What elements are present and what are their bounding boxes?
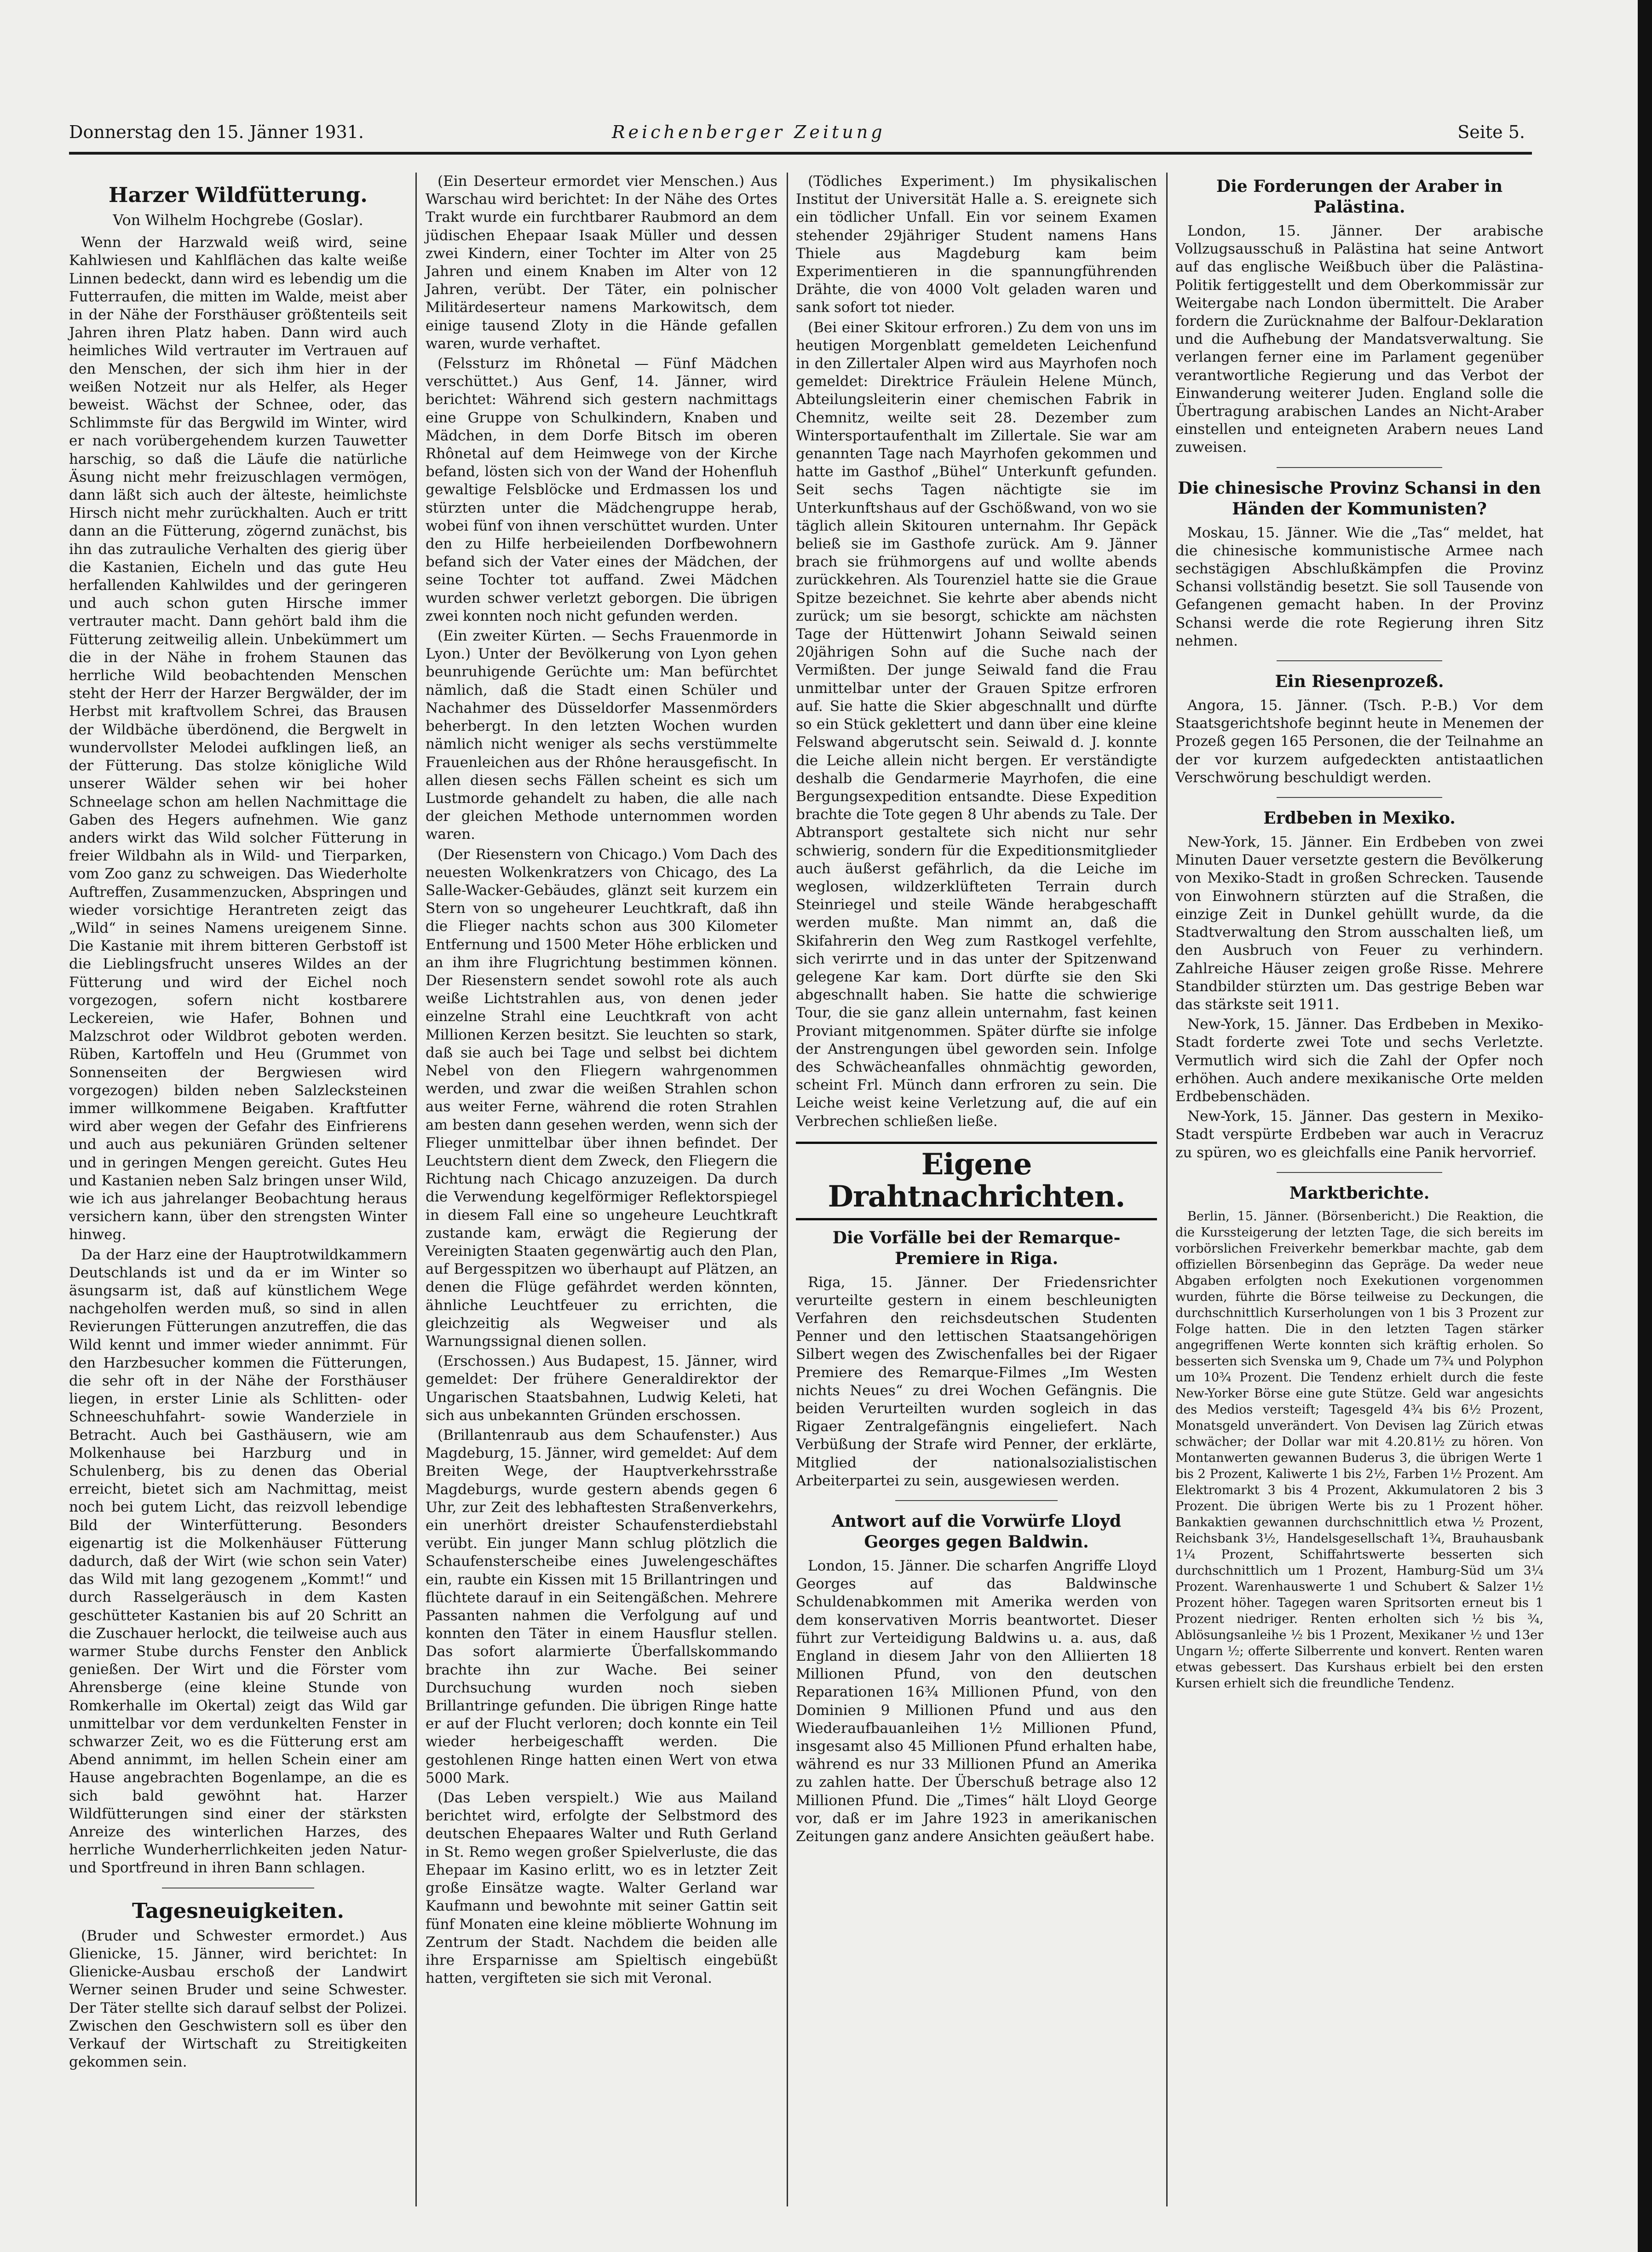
section-separator bbox=[1277, 467, 1442, 468]
paragraph-list bbox=[69, 234, 407, 1877]
section-banner: Eigene Drahtnachrichten. bbox=[796, 1142, 1157, 1220]
paragraph: (Erschossen.) Aus Budapest, 15. Jänner, wird gemeldet: Der frühere Generaldirektor der Ungarischen Staatsbahnen, Ludwig Keleti, hat sich aus unbekannten Gründen erschossen. bbox=[426, 1353, 777, 1424]
paragraph: (Felssturz im Rhônetal — Fünf Mädchen verschüttet.) Aus Genf, 14. Jänner, wird berichtet: Während sich gestern nachmittags eine Gruppe von Schulkindern, Knaben und Mädchen, in dem Dorfe Bitsch im oberen Rhônetal auf dem Heimwege von der Kirche befand, lösten sich von der Wand der Hohenfluh gewaltige Felsblöcke und Erdmassen los und stürzten unter die Mädchengruppe herab, wobei fünf von ihnen verschüttet wurden. Unter den zu Hilfe herbeieilenden Dorfbewohnern befand sich der Vater eines der Mädchen, der seine Tochter tot auffand. Zwei Mädchen wurden schwer verletzt geborgen. Die übrigen zwei konnten noch nicht gefunden werden. bbox=[426, 355, 777, 624]
paragraph: (Brillantenraub aus dem Schaufenster.) Aus Magdeburg, 15. Jänner, wird gemeldet: Auf dem Breiten Wege, der Hauptverkehrsstraße Magdeburgs, wurde gestern abends gegen 6 Uhr, zur Zeit des lebhaftesten Straßenverkehrs, ein unerhört dreister Schaufensterdiebstahl verübt. Ein junger Mann schlug plötzlich die Schaufensterscheibe eines Juwelengeschäftes ein, raubte ein Kissen mit 15 Brillantringen und flüchtete darauf in ein Seitengäßchen. Mehrere Passanten nahmen die Verfolgung auf und konnten den Täter in einem Hausflur stellen. Das sofort alarmierte Überfallskommando brachte ihn zur Wache. Bei seiner Durchsuchung wurden noch sieben Brillantringe gefunden. Die übrigen Ringe hatte er auf der Flucht verloren; doch konnte ein Teil wieder herbeigeschafft werden. Die gestohlenen Ringe hatten einen Wert von etwa 5000 Mark. bbox=[426, 1427, 777, 1786]
article-title: Ein Riesenprozeß. bbox=[1275, 672, 1444, 692]
paragraph: London, 15. Jänner. Die scharfen Angriffe Lloyd Georges auf das Baldwinsche Schuldenabkommen mit Amerika werden von dem konservativen Morris beantwortet. Dieser führt zur Verteidigung Baldwins u. a. aus, daß England in diesem Jahr von den Alliierten 18 Millionen Pfund, von den deutschen Reparationen 16¾ Millionen Pfund, von den Dominien 9 Millionen Pfund und aus den Wiederaufbauanleihen 1½ Millionen Pfund, insgesamt also 45 Millionen Pfund erhalten habe, während es nur 33 Millionen Pfund an Amerika zu zahlen hatte. Der Überschuß betrage also 12 Millionen Pfund. Die „Times“ hält Lloyd George vor, daß er im Jahre 1923 in amerikanischen Zeitungen ganz andere Ansichten geäußert habe. bbox=[796, 1557, 1157, 1845]
header-date: Donnerstag den 15. Jänner 1931. bbox=[69, 122, 364, 142]
paragraph: Angora, 15. Jänner. (Tsch. P.-B.) Vor dem Staatsgerichtshofe beginnt heute in Menemen der Prozeß gegen 165 Personen, die der Teilnahme an der vor kurzem aufgedeckten antistaatlichen Verschwörung beschuldigt werden. bbox=[1175, 697, 1543, 786]
section-separator bbox=[895, 1500, 1058, 1501]
paragraph: (Bei einer Skitour erfroren.) Zu dem von uns im heutigen Morgenblatt gemeldeten Leichenfund in den Zillertaler Alpen wird aus Mayrhofen noch gemeldet: Direktrice Fräulein Helene Münch, Abteilungsleiterin einer chemischen Fabrik in Chemnitz, weilte seit 28. Dezember zum Wintersportaufenthalt im Zillertale. Sie war am genannten Tage nach Mayrhofen gekommen und hatte im Gasthof „Bühel“ Unterkunft gefunden. Seit sechs Tagen nächtigte sie im Unterkunftshaus auf der Gschößwand, von wo sie täglich allein Skitouren unternahm. Ihr Gepäck beließ sie im Gasthofe zurück. Am 9. Jänner brach sie frühmorgens auf und wollte abends zurückkehren. Als Tourenziel hatte sie die Graue Spitze bezeichnet. Sie kehrte aber abends nicht zurück; um sie besorgt, schickte am nächsten Tage der Hüttenwirt Johann Seiwald seinen 20jährigen Sohn auf die Suche nach der Vermißten. Der junge Seiwald fand die Frau unmittelbar unter der Grauen Spitze erfroren auf. Sie hatte die Skier abgeschnallt und dürfte so ein Stück geklettert und dann über eine kleine Felswand abgerutscht sein. Seiwald d. J. konnte die Leiche allein nicht bergen. Er verständigte deshalb die Gendarmerie Mayrhofen, die eine Bergungsexpedition entsandte. Diese Expedition brachte die Tote gegen 8 Uhr abends zu Tale. Der Abtransport gestaltete sich nicht nur sehr schwierig, sondern für die Expeditionsmitglieder auch äußerst gefährlich, da die Leiche im weglosen, wildzerklüfteten Terrain durch Steinriegel und steile Wände herabgeschafft werden mußte. Man nimmt an, daß die Skifahrerin den Weg zum Rastkogel verfehlte, sich verirrte und in das unter der Spitzenwand gelegene Kar kam. Dort dürfte sie den Ski abgeschnallt haben. Sie hatte die schwierige Tour, die sie ganz allein unternahm, fast keinen Proviant mitgenommen. Später dürfte sie infolge der Anstrengungen übel geworden sein. Infolge des Schwächeanfalles ohnmächtig geworden, scheint Frl. Münch dann erfroren zu sein. Die Leiche weist keine Verletzung auf, die auf ein Verbrechen schließen ließe. bbox=[796, 319, 1157, 1130]
paragraph: Moskau, 15. Jänner. Wie die „Tas“ meldet, hat die chinesische kommunistische Armee nach sechstägigen Abschlußkämpfen die Provinz Schansi vollständig besetzt. Sie soll Tausende von Gefangenen gemacht haben. In der Provinz Schansi werde die rote Regierung ihren Sitz nehmen. bbox=[1175, 524, 1543, 649]
paragraph: Wenn der Harzwald weiß wird, seine Kahlwiesen und Kahlflächen das kalte weiße Linnen bedeckt, dann wird es lebendig um die Futterraufen, die mitten im Walde, meist aber in der Nähe der Forsthäuser größtenteils seit Jahren ihren Platz haben. Dann wird auch heimliches Wild vertrauter im Vertrauen auf den Menschen, der sich ihm hier in der weißen Notzeit nur als Helfer, als Heger beweist. Wächst der Schnee, oder, das Schlimmste für das Bergwild im Winter, wird er nach vorübergehendem kurzen Tauwetter harschig, so daß die Läufe die natürliche Äsung nicht mehr freizuschlagen vermögen, dann läßt sich auch der älteste, heimlichste Hirsch nicht mehr zurückhalten. Auch er tritt dann an die Fütterung, zögernd zunächst, bis ihn das zutrauliche Verhalten des gierig über die Kastanien, Eicheln und das gute Heu herfallenden Kahlwildes und der geringeren und auch schon guten Hirsche immer vertrauter macht. Dann gehört bald ihm die Fütterung zeitweilig allein. Unbekümmert um die in der Nähe in frohem Staunen das herrliche Wild beobachtenden Menschen steht der Herr der Harzer Bergwälder, der im Herbst mit kraftvollem Schrei, das Brausen der Wildbäche überdönend, die Bergwelt in wundervollster Melodei aufklingen ließ, an der Fütterung. Das stolze königliche Wild unserer Wälder sehen wir bei hoher Schneelage schon am hellen Nachmittage die Gaben des Hegers aufnehmen. Wie ganz anders wirkt das Wild solcher Fütterung in freier Wildbahn als in Wild- und Tierparken, vom Zoo ganz zu schweigen. Das Wiederholte Auftreffen, Zusammenzucken, Abspringen und wieder vorsichtige Herantreten zeigt das „Wild“ in seines Namens ureigenem Sinne. Die Kastanie mit ihrem bitteren Gerbstoff ist die Lieblingsfrucht unseres Wildes an der Fütterung und wird der Eichel noch vorgezogen, sofern nicht kostbarere Leckereien, wie Hafer, Bohnen und Malzschrot oder Wildbrot geboten werden. Rüben, Kartoffeln und Heu (Grummet von Sonnenseiten der Bergwiesen wird vorgezogen) bilden neben Salzlecksteinen immer willkommene Beigaben. Kraftfutter wird aber wegen der Gefahr des Einfrierens und auch aus pekuniären Gründen seltener und in geringen Mengen gereicht. Gutes Heu und Kastanien neben Salz bringen unser Wild, wie ich aus jahrelanger Beobachtung heraus versichern kann, über den strengsten Winter hinweg. bbox=[69, 234, 407, 1243]
paragraph: London, 15. Jänner. Der arabische Vollzugsausschuß in Palästina hat seine Antwort auf das englische Weißbuch über die Palästina-Politik fertiggestellt und dem Oberkommissär zur Weitergabe nach London übermittelt. Die Araber fordern die Zurücknahme der Balfour-Deklaration und die Aufhebung der Mandatsverwaltung. Sie verlangen ferner eine im Parlament gegenüber verantwortliche Regierung und das Verbot der Einwanderung weiterer Juden. England solle die Übertragung arabischen Landes an Nicht-Araber einstellen und enteigneten Arabern neues Land zuweisen. bbox=[1175, 223, 1543, 456]
article-title: Die Vorfälle bei der Remarque-Premiere in Riga. bbox=[832, 1228, 1121, 1268]
column-divider bbox=[1166, 173, 1168, 2206]
column-3 bbox=[796, 173, 1157, 1848]
paragraph: New-York, 15. Jänner. Das gestern in Mexiko-Stadt verspürte Erdbeben war auch in Veracruz zu spüren, wo es gleichfalls eine Panik hervorrief. bbox=[1175, 1108, 1543, 1161]
paragraph: (Ein zweiter Kürten. — Sechs Frauenmorde in Lyon.) Unter der Bevölkerung von Lyon gehen beunruhigende Gerüchte um: Man befürchtet nämlich, daß die Stadt einen Schüler und Nachahmer des Düsseldorfer Massenmörders beherbergt. In den letzten Wochen wurden nämlich nicht weniger als sechs verstümmelte Frauenleichen aus der Rhône herausgefischt. In allen diesen sechs Fällen scheint es sich um Lustmorde gehandelt zu haben, die alle nach der gleichen Methode unternommen worden waren. bbox=[426, 628, 777, 843]
column-divider bbox=[415, 173, 417, 2206]
article-title: Harzer Wildfütterung. bbox=[109, 183, 368, 207]
column-4 bbox=[1175, 173, 1543, 1693]
article-title: Die Forderungen der Araber in Palästina. bbox=[1216, 177, 1503, 217]
column-1 bbox=[69, 173, 407, 2073]
paragraph: Berlin, 15. Jänner. (Börsenbericht.) Die Reaktion, die die Kurssteigerung der letzten Tage, die sich bereits im vorbörslichen Freiverkehr bemerkbar machte, gab dem offiziellen Börsenbeginn das Gepräge. Da weder neue Abgaben erfolgten noch Exekutionen vorgenommen wurden, führte die Börse teilweise zu Deckungen, die durchschnittlich Kurserholungen von 1 bis 3 Prozent zur Folge hatten. Die in den letzten Tagen stärker angegriffenen Werte konnten sich kräftig erholen. So besserten sich Svenska um 9, Chade um 7¾ und Polyphon um 10¾ Prozent. Die Tendenz erhielt durch die feste New-Yorker Börse eine gute Stütze. Geld war angesichts des Medios versteift; Tagesgeld 4¾ bis 6½ Prozent, Monatsgeld unverändert. Von Devisen lag Zürich etwas schwächer; der Dollar war mit 4.20.81½ zu hören. Von Montanwerten gewannen Buderus 3, die übrigen Werte 1 bis 2 Prozent, Kaliwerte 1 bis 2½, Farben 1½ Prozent. Am Elektromarkt 3 bis 4 Prozent, Akkumulatoren 2 bis 3 Prozent. Die übrigen Werte bis zu 1 Prozent höher. Bankaktien gewannen durchschnittlich etwa ½ Prozent, Reichsbank 3½, Handelsgesellschaft 1¾, Brauhausbank 1¼ Prozent, Schiffahrtswerte besserten sich durchschnittlich um 1 Prozent, Hamburg-Süd um 3¼ Prozent. Warenhauswerte 1 und Schubert & Salzer 1½ Prozent höher. Tagegen waren Spritsorten erneut bis 1 Prozent niedriger. Renten erholten sich ½ bis ¾, Ablösungsanleihe ½ bis 1 Prozent, Mexikaner ½ und 13er Ungarn ½; offerte Silberrente und konvert. Renten waren etwas gebessert. Das Kurshaus erbielt bei den ersten Kursen erhielt sich die freundliche Tendenz. bbox=[1175, 1209, 1543, 1691]
section-title: Tagesneuigkeiten. bbox=[132, 1898, 345, 1923]
paragraph: (Bruder und Schwester ermordet.) Aus Glienicke, 15. Jänner, wird berichtet: In Glienicke-Ausbau erschoß der Landwirt Werner seinen Bruder und seine Schwester. Der Täter stellte sich darauf selbst der Polizei. Zwischen den Geschwistern soll es über den Verkauf der Wirtschaft zu Streitigkeiten gekommen sein. bbox=[69, 1927, 407, 2071]
article-title: Erdbeben in Mexiko. bbox=[1263, 808, 1456, 828]
section-separator bbox=[1277, 797, 1442, 798]
column-2 bbox=[426, 173, 777, 1989]
header-rule bbox=[69, 152, 1532, 155]
paragraph: New-York, 15. Jänner. Das Erdbeben in Mexiko-Stadt forderte zwei Tote und sechs Verletzte. Vermutlich wird sich die Zahl der Opfer noch erhöhen. Auch andere mexikanische Orte melden Erdbebenschäden. bbox=[1175, 1016, 1543, 1105]
paragraph: Riga, 15. Jänner. Der Friedensrichter verurteilte gestern in einem beschleunigten Verfahren den reichsdeutschen Studenten Penner und den lettischen Staatsangehörigen Silbert wegen des Zwischenfalles bei der Rigaer Premiere des Remarque-Filmes „Im Westen nichts Neues“ zu drei Wochen Gefängnis. Die beiden Verurteilten wurden sogleich in das Rigaer Zentralgefängnis eingeliefert. Nach Verbüßung der Strafe wird Penner, der erklärte, Mitglied der nationalsozialistischen Arbeiterpartei zu sein, ausgewiesen werden. bbox=[796, 1274, 1157, 1489]
paragraph: (Tödliches Experiment.) Im physikalischen Institut der Universität Halle a. S. ereignete sich ein tödlicher Unfall. Ein vor seinem Examen stehender 29jähriger Student namens Hans Thiele aus Magdeburg kam beim Experimentieren in die spannungführenden Drähte, die von 4000 Volt geladen waren und sank sofort tot nieder. bbox=[796, 173, 1157, 316]
paragraph-list bbox=[796, 1557, 1157, 1846]
section-separator bbox=[1277, 660, 1442, 661]
paragraph-list bbox=[69, 1927, 407, 2072]
paragraph: (Das Leben verspielt.) Wie aus Mailand berichtet wird, erfolgte der Selbstmord des deutschen Ehepaares Walter und Ruth Gerland in St. Remo wegen großer Spielverluste, die das Ehepaar im Kasino erlitt, wo es in letzter Zeit große Einsätze wagte. Walter Gerland war Kaufmann und bewohnte mit seiner Gattin seit fünf Monaten eine kleine möblierte Wohnung im Zentrum der Stadt. Nachdem die beiden alle ihre Ersparnisse am Spieltisch eingebüßt hatten, vergifteten sie sich mit Veronal. bbox=[426, 1790, 777, 1987]
paragraph: (Ein Deserteur ermordet vier Menschen.) Aus Warschau wird berichtet: In der Nähe des Ortes Trakt wurde ein furchtbarer Raubmord an dem jüdischen Ehepaar Isaak Müller und dessen zwei Kindern, einer Tochter im Alter von 25 Jahren und einem Knaben im Alter von 12 Jahren, verübt. Der Täter, ein polnischer Militärdeserteur namens Markowitsch, dem einige tausend Zloty in die Hände gefallen waren, wurde verhaftet. bbox=[426, 173, 777, 352]
article-title: Marktberichte. bbox=[1289, 1183, 1430, 1203]
newspaper-title: Reichenberger Zeitung bbox=[612, 122, 886, 142]
column-divider bbox=[787, 173, 788, 2206]
page-header bbox=[69, 117, 1525, 150]
article-title: Die chinesische Provinz Schansi in den Händen der Kommunisten? bbox=[1178, 478, 1541, 519]
page-number: Seite 5. bbox=[1457, 122, 1525, 142]
paragraph: Da der Harz eine der Hauptrotwildkammern Deutschlands ist und da er im Winter so äsungsarm ist, daß auf künstlichem Wege nachgeholfen werden muß, so sind in allen Revierungen Fütterungen anzutreffen, die das Wild kennt und immer wieder annimmt. Für den Harzbesucher kommen die Fütterungen, die sehr oft in der Nähe der Forsthäuser liegen, in erster Linie als Schlitten- oder Schneeschuhfahrt- sowie Wanderziele in Betracht. Auch bei Gasthäusern, wie am Molkenhause bei Harzburg und in Schulenberg, bis zu denen das Oberial erreicht, bietet sich am Nachmittag, meist noch bei gutem Licht, das reizvoll lebendige Bild der Winterfütterung. Besonders eigenartig ist die Molkenhäuser Fütterung dadurch, daß der Wirt (wie schon sein Vater) das Wild mit lang gezogenem „Kommt!“ und durch Rasselgeräusch in dem Kasten geschütteter Kastanien bis auf 20 Schritt an die Zuschauer herlockt, die teilweise auch aus warmer Stube durchs Fenster den Anblick genießen. Der Wirt und die Förster vom Ahrensberge (eine kleine Stunde von Romkerhalle im Okertal) zeigt das Wild gar unmittelbar vor dem verdunkelten Fenster in schwarzer Zeit, wo es die Fütterung erst am Abend annimmt, im hellen Schein einer am Hause angebrachten Bogenlampe, an die es sich bald gewöhnt hat. Harzer Wildfütterungen sind einer der stärksten Anreize des winterlichen Harzes, des herrliche Wunderherrlichkeiten jeden Natur- und Sportfreund in ihren Bann schlagen. bbox=[69, 1246, 407, 1877]
section-separator bbox=[1277, 1172, 1442, 1173]
article-title: Antwort auf die Vorwürfe Lloyd Georges gegen Baldwin. bbox=[831, 1511, 1122, 1552]
news-stories bbox=[1175, 176, 1543, 1692]
paragraph-list bbox=[796, 173, 1157, 1131]
paragraph-list bbox=[796, 1274, 1157, 1490]
paragraph: New-York, 15. Jänner. Ein Erdbeben von zwei Minuten Dauer versetzte gestern die Bevölkerung von Mexiko-Stadt in großen Schrecken. Tausende von Einwohnern stürzten auf die Straßen, die einzige Zeit in Dunkel gehüllt wurde, da die Stadtverwaltung den Strom ausschalten ließ, um den Ausbruch von Feuer zu verhindern. Zahlreiche Häuser zeigen große Risse. Mehrere Standbilder stürzten um. Das gestrige Beben war das stärkste seit 1911. bbox=[1175, 834, 1543, 1013]
paragraph: (Der Riesenstern von Chicago.) Vom Dach des neuesten Wolkenkratzers von Chicago, des La Salle-Wacker-Gebäudes, glänzt seit kurzem ein Stern von so ungeheurer Leuchtkraft, daß ihn die Flieger nachts schon aus 300 Kilometer Entfernung und 1500 Meter Höhe erblicken und an ihm ihre Flugrichtung bestimmen können. Der Riesenstern sendet sowohl rote als auch weiße Lichtstrahlen aus, von denen jeder einzelne Strahl eine Leuchtkraft von acht Millionen Kerzen besitzt. Sie leuchten so stark, daß sie auch bei Tage und selbst bei dichtem Nebel von den Fliegern wahrgenommen werden, und zwar die weißen Strahlen schon aus weiter Ferne, während die roten Strahlen am besten dann gesehen werden, wenn sich der Flieger unmittelbar über ihnen befindet. Der Leuchtstern dient dem Zweck, den Fliegern die Richtung nach Chicago anzuzeigen. Da durch die Verwendung kegelförmiger Reflektorspiegel in diesem Fall eine so ungeheure Leuchtkraft zustande kam, erwägt die Regierung der Vereinigten Staaten gegenwärtig auch den Plan, auf Bergesspitzen wo überhaupt auf Plätzen, an denen die Flüge gefährdet werden könnten, ähnliche Leuchtfeuer zu errichten, die gleichzeitig als Wegweiser und als Warnungssignal dienen sollen. bbox=[426, 846, 777, 1350]
paragraph-list bbox=[426, 173, 777, 1987]
article-byline: Von Wilhelm Hochgrebe (Goslar). bbox=[113, 211, 363, 229]
page-edge bbox=[1638, 0, 1652, 2252]
